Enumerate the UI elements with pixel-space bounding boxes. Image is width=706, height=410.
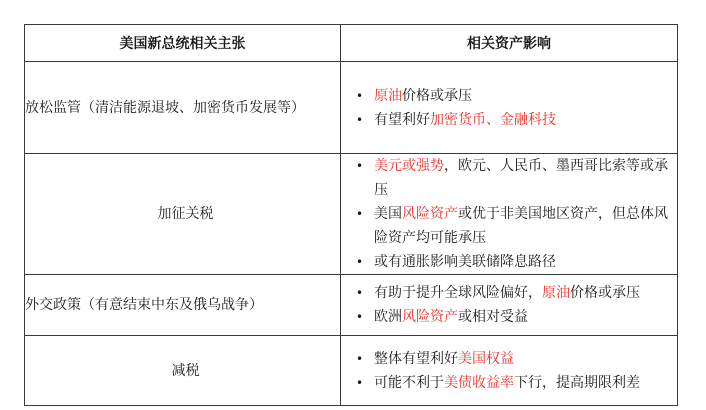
bullet-icon: • <box>356 286 364 300</box>
highlight-text: 美债收益率 <box>444 374 514 391</box>
impact-text: 美国 <box>374 206 402 222</box>
impact-text: 或优于非美国地区资产，但总体风险资产均可能承压 <box>374 206 668 246</box>
bullet-icon: • <box>356 310 364 324</box>
highlight-text: 美国权益 <box>458 350 514 367</box>
policy-cell: 减税 <box>25 336 341 406</box>
impact-list <box>341 347 677 395</box>
highlight-text: 风险资产 <box>402 206 458 222</box>
bullet-icon: • <box>356 88 364 103</box>
table-row <box>25 275 678 336</box>
impact-item <box>341 371 677 395</box>
highlight-text: 原油 <box>542 285 570 301</box>
policy-cell: 放松监管（清洁能源退坡、加密货币发展等） <box>25 62 341 154</box>
header-policy: 美国新总统相关主张 <box>25 25 341 62</box>
header-impact: 相关资产影响 <box>341 25 678 62</box>
policy-impact-table <box>24 24 678 406</box>
bullet-icon: • <box>356 351 364 366</box>
highlight-text: 美元或强势 <box>374 158 444 174</box>
impact-cell <box>341 275 678 336</box>
bullet-icon: • <box>356 207 364 221</box>
bullet-icon: • <box>356 159 364 173</box>
impact-list <box>341 84 677 132</box>
table-row <box>25 336 678 406</box>
impact-text: 欧洲 <box>374 309 402 325</box>
impact-item <box>341 250 677 274</box>
table-header-row <box>25 25 678 62</box>
impact-text: 下行，提高期限利差 <box>514 374 640 391</box>
highlight-text: 原油 <box>374 87 402 104</box>
impact-text: 有望利好 <box>374 111 430 128</box>
impact-list <box>341 154 677 274</box>
impact-cell <box>341 62 678 154</box>
table-row <box>25 62 678 154</box>
impact-item <box>341 202 677 250</box>
impact-text: 有助于提升全球风险偏好， <box>374 285 542 301</box>
policy-cell: 外交政策（有意结束中东及俄乌战争） <box>25 275 341 336</box>
table-row <box>25 154 678 275</box>
highlight-text: 加密货币、金融科技 <box>430 111 556 128</box>
impact-item <box>341 84 677 108</box>
impact-text: 价格或承压 <box>402 87 472 104</box>
bullet-icon: • <box>356 112 364 127</box>
impact-cell <box>341 336 678 406</box>
policy-cell: 加征关税 <box>25 154 341 275</box>
impact-item <box>341 154 677 202</box>
impact-text: 价格或承压 <box>570 285 640 301</box>
impact-text: 或相对受益 <box>458 309 528 325</box>
impact-item <box>341 305 677 329</box>
bullet-icon: • <box>356 255 364 269</box>
impact-text: 或有通胀影响美联储降息路径 <box>374 254 556 270</box>
impact-cell <box>341 154 678 275</box>
highlight-text: 风险资产 <box>402 309 458 325</box>
impact-item <box>341 347 677 371</box>
impact-item <box>341 281 677 305</box>
impact-item <box>341 108 677 132</box>
bullet-icon: • <box>356 375 364 390</box>
impact-list <box>341 281 677 329</box>
impact-text: 可能不利于 <box>374 374 444 391</box>
impact-text: 整体有望利好 <box>374 350 458 367</box>
impact-text: ，欧元、人民币、墨西哥比索等或承压 <box>374 158 668 198</box>
